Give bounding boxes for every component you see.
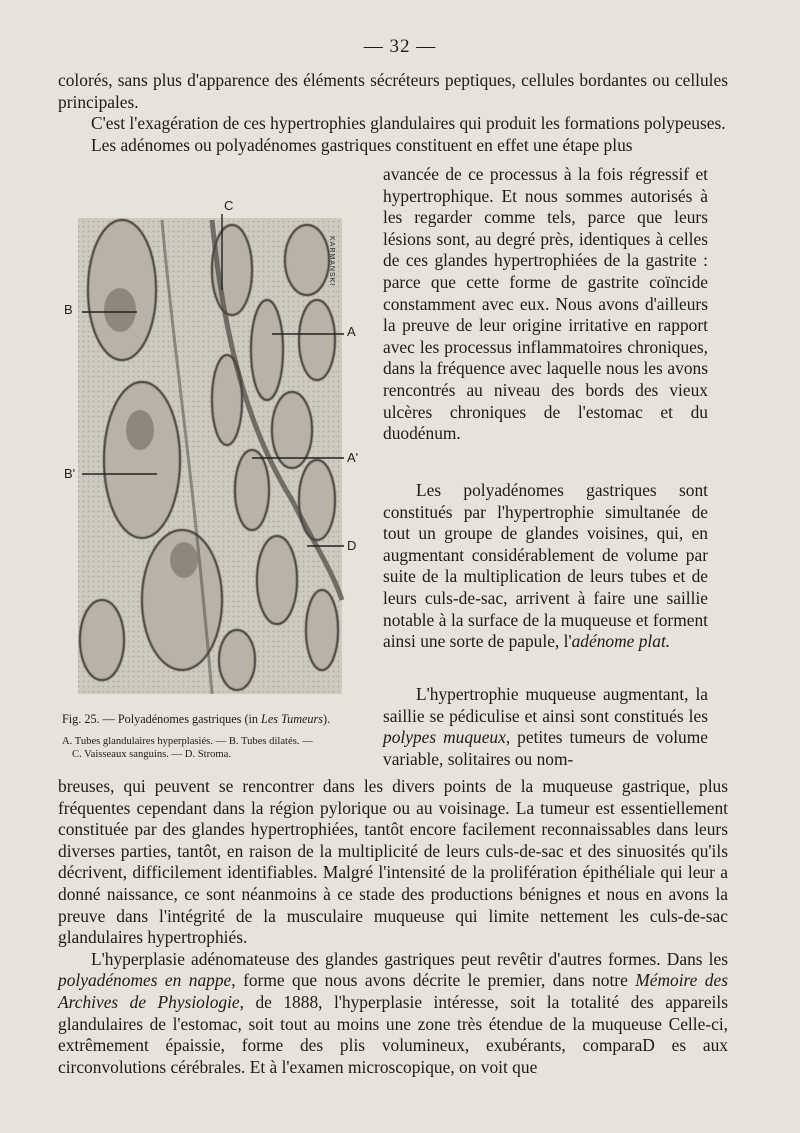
caption-text: Fig. 25. — Polyadénomes gastriques (in (62, 712, 262, 726)
text-run: Les polyadénomes gastriques sont constitués par l'hypertrophie simultanée de tout un groupe de glandes voisines, qui, en augmentant considérablement de volume par suite de la multiplication de leurs tubes et de leurs culs-de-sac, arrivent à faire une saillie notable à la surface de la muqueuse et forment ainsi une sorte de papule, l' (383, 480, 708, 652)
text-run: , petites tumeurs de volume variable, solitaires ou nom- (383, 727, 708, 769)
figure-label-c: C (224, 198, 234, 213)
caption-legend-line: C. Vaisseaux sanguins. — D. Stroma. (72, 749, 231, 760)
italic-term: Mémoire des Archives de Physiologie (58, 970, 728, 1012)
paragraph: breuses, qui peuvent se rencontrer dans les divers points de la muqueuse gastrique, plus fréquentes cependant dans la région pylorique ou au voisinage. La tumeur est essentiellement constituée par des glandes hypertrophiées, tantôt encore facilement reconnaissables dans leurs diverses parties, tantôt, en raison de la multiplicité de leurs culs-de-sac et des sinuosités qu'ils décrivent, difficilement identifiables. Malgré l'intensité de la prolifération épithéliale qui leur a donné naissance, ce sont néanmoins à ce stade des productions bénignes et nous en avons la preuve dans l'intégrité de la musculaire muqueuse qui limite nettement les culs-de-sac glandulaires hypertrophiés. (58, 776, 728, 948)
caption-italic: Les Tumeurs (261, 712, 324, 726)
paragraph: C'est l'exagération de ces hypertrophies glandulaires qui produit les formations polypeuses. (91, 113, 726, 134)
text-run: L'hypertrophie muqueuse augmentant, la saillie se pédiculise et ainsi sont constitués les (383, 684, 708, 726)
figure-label-a-prime: A' (347, 450, 359, 465)
caption-text: ). (323, 712, 331, 726)
text-run: L'hyperplasie adénomateuse des glandes gastriques peut revêtir d'autres formes. Dans les (91, 948, 728, 969)
text-run: , forme que nous avons décrite le premier, dans notre (231, 970, 636, 991)
italic-term: adénome plat. (571, 631, 671, 652)
text-run: , de 1888, l'hyperplasie intéresse, soit la totalité des appareils glandulaires de l'estomac, soit tout au moins une zone très étendue de la muqueuse Celle-ci, extrêmement épaissie, forme des plis volumineux, exubérants, comparaD es aux circonvolutions cérébrales. Et à l'examen microscopique, on voit que (58, 991, 728, 1077)
figure-label-b: B (64, 302, 73, 317)
figure-signature: KARMANSKI (328, 236, 335, 287)
bottom-text (58, 776, 728, 1078)
figure-label-a: A (347, 324, 356, 339)
caption-title (62, 712, 330, 726)
top-text (58, 70, 728, 156)
figure-label-b-prime: B' (64, 466, 76, 481)
paragraph: Les adénomes ou polyadénomes gastriques constituent en effet une étape plus (91, 134, 633, 155)
figure-caption (62, 712, 380, 761)
histology-figure (62, 200, 380, 760)
right-column-paragraph (383, 480, 708, 653)
right-column-paragraph: avancée de ce processus à la fois régressif et hypertrophique. Et nous sommes autorisés à les regarder comme tels, parce que leurs lésions sont, au degré près, identiques à celles de ces glandes hypertrophiées de la gastrite : parce que cette forme de gastrite coïncide constamment avec eux. Nous avons d'ailleurs la preuve de leur origine irritative en rapport avec les processus inflammatoires chroniques, dans la fréquence avec laquelle nous les avons rencontrés au niveau des bords des vieux ulcères chroniques de l'estomac et du duodénum. (383, 164, 708, 444)
caption-legend-line: A. Tubes glandulaires hyperplasiés. — B. Tubes dilatés. — (62, 736, 313, 747)
italic-term: polypes muqueux (383, 727, 506, 748)
page-number: — 32 — (363, 36, 437, 57)
paragraph (58, 949, 728, 1079)
italic-term: polyadénomes en nappe (58, 970, 232, 991)
right-column-paragraph (383, 684, 708, 770)
figure-label-d: D (347, 538, 357, 553)
paragraph: colorés, sans plus d'apparence des éléments sécréteurs peptiques, cellules bordantes ou cellules principales. (58, 70, 728, 112)
